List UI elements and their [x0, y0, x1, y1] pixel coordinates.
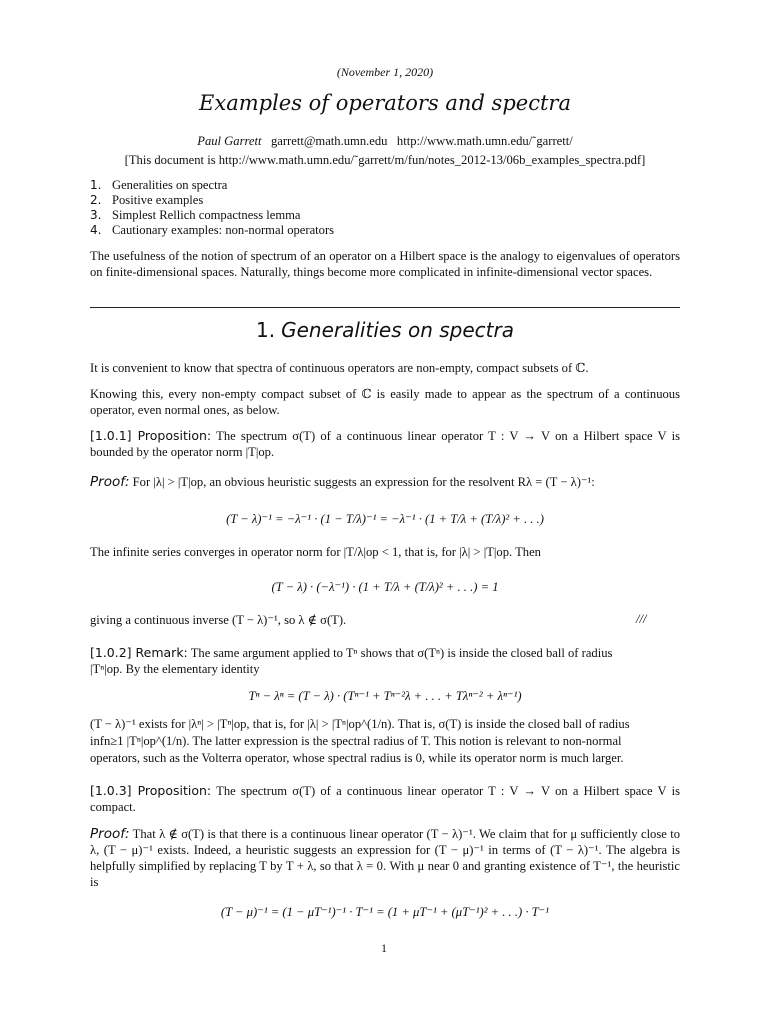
remark-label: [1.0.2] Remark:	[90, 645, 188, 660]
document-date: (November 1, 2020)	[336, 65, 434, 79]
section-heading	[90, 316, 680, 344]
page-number: 1	[381, 941, 387, 955]
equation-1: (T − λ)⁻¹ = −λ⁻¹ · (1 − T/λ)⁻¹ = −λ⁻¹ · (1 + T/λ + (T/λ)² + . . .)	[226, 512, 544, 526]
toc-item[interactable]	[90, 193, 334, 208]
proposition-text: The spectrum σ(T) of a continuous linear operator T : V → V on a Hilbert space V is bounded by the operator norm |T|op.	[90, 429, 680, 459]
document-title: Examples of operators and spectra	[199, 91, 571, 115]
qed-mark: ///	[636, 612, 647, 626]
toc-number: 4.	[90, 223, 102, 237]
proposition-label: [1.0.1] Proposition:	[90, 428, 212, 443]
document-note: [This document is http://www.math.umn.edu/˜garrett/m/fun/notes_2012-13/06b_examples_spectra.pdf]	[124, 153, 646, 167]
paragraph-5-line-3: operators, such as the Volterra operator, whose spectral radius is 0, while its operator norm is much larger.	[90, 751, 624, 765]
remark-text-cont: |Tⁿ|op. By the elementary identity	[90, 662, 260, 676]
proposition-1	[90, 428, 680, 460]
proof-label: Proof:	[90, 474, 130, 490]
equation-2: (T − λ) · (−λ⁻¹) · (1 + T/λ + (T/λ)² + . . .) = 1	[271, 580, 499, 594]
proposition-text: The spectrum σ(T) of a continuous linear operator T : V → V on a Hilbert space V is compact.	[90, 784, 680, 814]
section-title: Generalities on spectra	[281, 318, 514, 342]
toc-number: 3.	[90, 208, 102, 222]
proposition-2	[90, 783, 680, 815]
toc-label: Cautionary examples: non-normal operators	[112, 223, 335, 237]
paragraph-5	[90, 716, 680, 767]
toc-label: Generalities on spectra	[112, 178, 228, 192]
toc-number: 1.	[90, 178, 102, 192]
author-line	[90, 133, 680, 149]
toc-number: 2.	[90, 193, 102, 207]
author-url[interactable]: http://www.math.umn.edu/˜garrett/	[396, 134, 573, 148]
proposition-label: [1.0.3] Proposition:	[90, 783, 212, 798]
paragraph-5-line-1: (T − λ)⁻¹ exists for |λⁿ| > |Tⁿ|op, that is, for |λ| > |Tⁿ|op^(1/n). That is, σ(T) is inside the closed ball of radius	[90, 717, 630, 731]
equation-4: (T − μ)⁻¹ = (1 − μT⁻¹)⁻¹ · T⁻¹ = (1 + μT⁻¹ + (μT⁻¹)² + . . .) · T⁻¹	[220, 905, 550, 919]
section-number: 1.	[256, 318, 276, 342]
toc-item[interactable]	[90, 223, 334, 238]
toc-item[interactable]	[90, 178, 334, 193]
paragraph-3: The infinite series converges in operator norm for |T/λ|op < 1, that is, for |λ| > |T|op. Then	[90, 545, 541, 559]
toc-label: Positive examples	[112, 193, 204, 207]
section-divider	[90, 307, 680, 308]
proof-2	[90, 826, 680, 890]
remark-text: The same argument applied to Tⁿ shows that σ(Tⁿ) is inside the closed ball of radius	[190, 646, 613, 660]
paragraph-4: giving a continuous inverse (T − λ)⁻¹, so λ ∉ σ(T).	[90, 613, 347, 627]
table-of-contents	[90, 178, 334, 238]
author-name: Paul Garrett	[197, 134, 262, 148]
proof-label: Proof:	[90, 826, 130, 842]
proof-text: That λ ∉ σ(T) is that there is a continuous linear operator (T − λ)⁻¹. We claim that for μ sufficiently close to λ, (T − μ)⁻¹ exists. Indeed, a heuristic suggests an expression for (T − μ)⁻¹ in terms of (T − λ)⁻¹. The algebra is helpfully simplified by replacing T by T + λ, so that λ = 0. With μ near 0 and granting existence of T⁻¹, the heuristic is	[90, 827, 680, 889]
toc-label: Simplest Rellich compactness lemma	[112, 208, 301, 222]
paragraph-1: It is convenient to know that spectra of continuous operators are non-empty, compact subsets of ℂ.	[90, 361, 589, 375]
proof-1	[90, 474, 680, 490]
author-email[interactable]: garrett@math.umn.edu	[270, 134, 388, 148]
proof-text: For |λ| > |T|op, an obvious heuristic suggests an expression for the resolvent Rλ = (T − λ)⁻¹:	[132, 475, 595, 489]
paragraph-5-line-2: infn≥1 |Tⁿ|op^(1/n). The latter expression is the spectral radius of T. This notion is relevant to non-normal	[90, 734, 622, 748]
equation-3: Tⁿ − λⁿ = (T − λ) · (Tⁿ⁻¹ + Tⁿ⁻²λ + . . . + Tλⁿ⁻² + λⁿ⁻¹)	[248, 689, 522, 703]
paragraph-2: Knowing this, every non-empty compact subset of ℂ is easily made to appear as the spectrum of a continuous operator, even normal ones, as below.	[90, 387, 680, 417]
toc-item[interactable]	[90, 208, 334, 223]
intro-paragraph: The usefulness of the notion of spectrum of an operator on a Hilbert space is the analogy to eigenvalues of operators on finite-dimensional spaces. Naturally, things become more complicated in infinite-dimensional vector spaces.	[90, 249, 680, 279]
remark	[90, 645, 680, 677]
